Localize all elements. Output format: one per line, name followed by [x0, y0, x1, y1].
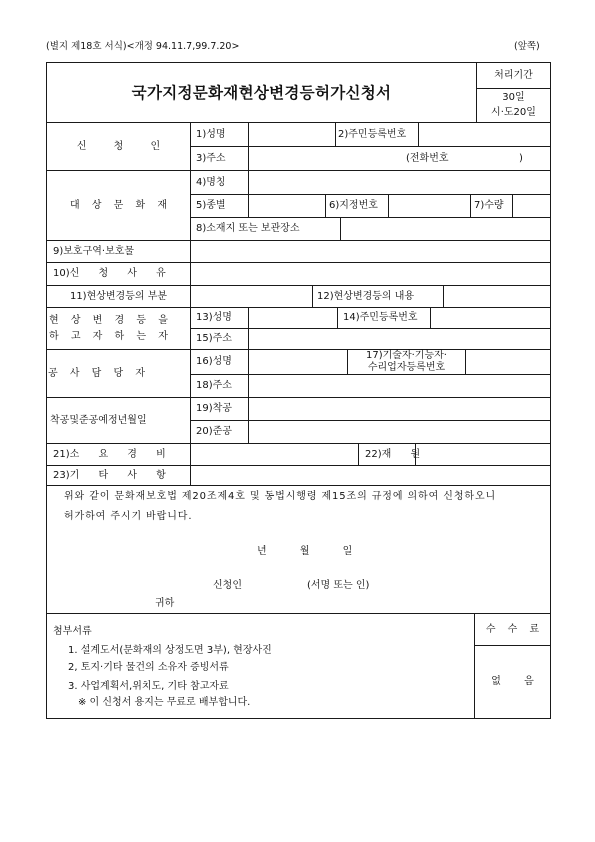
heritage-section-label: 대 상 문 화 재	[46, 170, 191, 241]
manager-address-field	[248, 374, 551, 398]
start-date-label: 19)착공	[190, 397, 249, 421]
free-form-note: ※ 이 신청서 용지는 무료로 배부합니다.	[78, 697, 251, 708]
reason-field	[190, 262, 551, 286]
protection-area-label: 9)보호구역·보호물	[46, 240, 191, 263]
location-label: 8)소재지 또는 보관장소	[190, 217, 341, 241]
applicant-address-label: 3)주소	[190, 146, 249, 171]
protection-area-field	[190, 240, 551, 263]
quantity-label: 7)수량	[470, 194, 513, 218]
attachment-item: 3. 사업계획서,위치도, 기타 참고자료	[68, 681, 229, 692]
start-date-field	[248, 397, 551, 421]
applicant-signature-label: 신청인	[213, 580, 242, 591]
attachment-item: 1. 설계도서(문화재의 상정도면 3부), 현장사진	[68, 645, 272, 656]
form-title: 국가지정문화재현상변경등허가신청서	[46, 62, 477, 123]
processing-days-national: 30일	[502, 92, 525, 103]
applicant-name-label: 1)성명	[190, 122, 249, 147]
alterer-section-label-line1: 현 상 변 경 등 을	[49, 314, 168, 326]
schedule-section-label: 착공및준공예정년월일	[46, 397, 191, 444]
applicant-address-field	[248, 146, 551, 171]
heritage-name-label: 4)명칭	[190, 170, 249, 195]
alterer-section-label-line2: 하 고 자 하 는 자	[49, 330, 168, 342]
remarks-field	[190, 465, 551, 486]
applicant-id-number-label: 2)주민등록번호	[335, 122, 419, 147]
processing-period-label: 처리기간	[476, 62, 551, 89]
manager-address-label: 18)주소	[190, 374, 249, 398]
applicant-section-label: 신 청 인	[46, 122, 191, 171]
manager-registration-label-line2: 수리업자등록번호	[367, 362, 446, 373]
processing-days-provincial: 시·도20일	[491, 107, 536, 118]
heritage-type-field	[248, 194, 326, 218]
alteration-part-field	[190, 285, 313, 308]
funding-label: 22)재 원	[358, 443, 416, 466]
manager-section-label: 공 사 담 당 자	[46, 349, 191, 398]
processing-period-values	[476, 88, 551, 123]
declaration-section	[46, 485, 551, 614]
phone-number-close: )	[519, 153, 523, 164]
applicant-id-number-field	[418, 122, 551, 147]
fee-value: 없 음	[474, 645, 551, 719]
form-number: (별지 제18호 서식)<개정 94.11.7,99.7.20>	[46, 41, 240, 52]
designation-number-field	[388, 194, 471, 218]
declaration-line1: 위와 같이 문화재보호법 제20조제4호 및 동법시행령 제15조의 규정에 의하여 신청하오니	[64, 491, 497, 502]
application-date: 년 월 일	[257, 546, 353, 557]
completion-date-label: 20)준공	[190, 420, 249, 444]
reason-label: 10)신 청 사 유	[46, 262, 191, 286]
signature-or-seal-label: (서명 또는 인)	[307, 580, 370, 591]
declaration-line2: 허가하여 주시기 바랍니다.	[64, 511, 193, 522]
manager-name-field	[248, 349, 348, 375]
funding-field	[415, 443, 551, 466]
manager-name-label: 16)성명	[190, 349, 249, 375]
addressee-label: 귀하	[155, 598, 175, 609]
attachments-section	[46, 613, 475, 719]
manager-registration-field	[465, 349, 551, 375]
alteration-content-field	[443, 285, 551, 308]
fee-label: 수 수 료	[474, 613, 551, 646]
cost-field	[190, 443, 359, 466]
quantity-field	[512, 194, 551, 218]
alteration-content-label: 12)현상변경등의 내용	[312, 285, 444, 308]
attachment-item: 2, 토지·기타 물건의 소유자 증빙서류	[68, 662, 229, 673]
location-field	[340, 217, 551, 241]
alterer-id-number-label: 14)주민등록번호	[337, 307, 431, 329]
alterer-section-label	[46, 307, 191, 350]
heritage-name-field	[248, 170, 551, 195]
designation-number-label: 6)지정번호	[325, 194, 389, 218]
phone-number-label: (전화번호	[406, 153, 449, 164]
alterer-name-label: 13)성명	[190, 307, 249, 329]
alteration-part-label: 11)현상변경등의 부분	[46, 285, 191, 308]
manager-registration-label-line1: 17)기술자·기능자·	[366, 350, 447, 361]
applicant-name-field	[248, 122, 336, 147]
page-side-label: (앞쪽)	[514, 41, 540, 52]
cost-label: 21)소 요 경 비	[46, 443, 191, 466]
alterer-address-label: 15)주소	[190, 328, 249, 350]
alterer-id-number-field	[430, 307, 551, 329]
manager-registration-label	[347, 349, 466, 375]
alterer-name-field	[248, 307, 338, 329]
attachments-title: 첨부서류	[53, 626, 92, 637]
alterer-address-field	[248, 328, 551, 350]
heritage-type-label: 5)종별	[190, 194, 249, 218]
remarks-label: 23)기 타 사 항	[46, 465, 191, 486]
completion-date-field	[248, 420, 551, 444]
